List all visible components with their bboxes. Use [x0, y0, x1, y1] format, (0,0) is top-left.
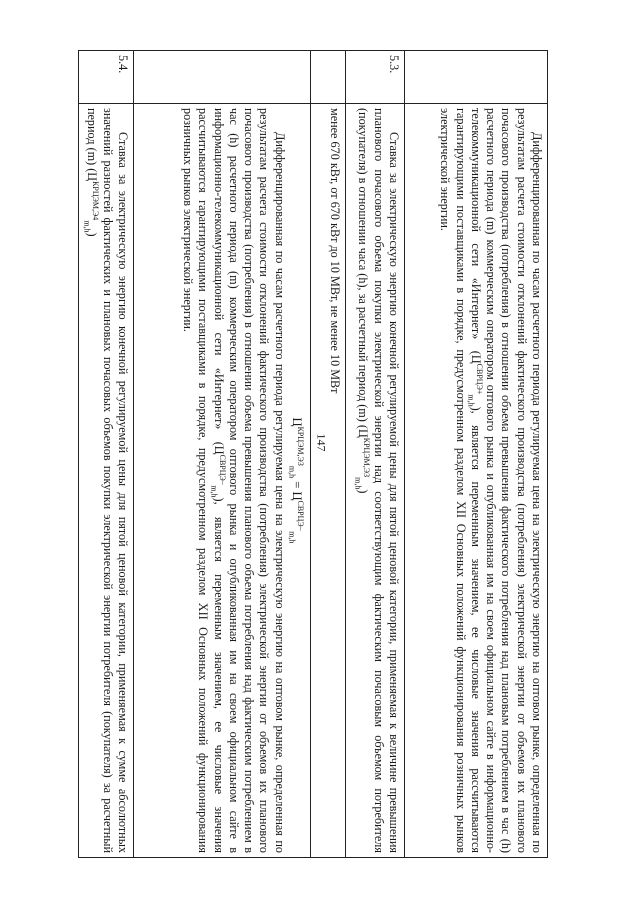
- row-description: [405, 104, 548, 858]
- price-formula: $Ц^{КРЦЭМ,ЭЗ}_{m,h} = Ц^{СВРЦЭ-}_{m,h}$: [287, 417, 306, 544]
- description-text: Ставка за электрическую энергию конечной регулируемой цены для пятой ценовой категории, применяемая к сумме абсолютных значений разностей фактических и плановых почасовых объемов покупки электрической энергии потребителя (покупателя) за расчетный период (m): [85, 108, 130, 853]
- table-row: [134, 51, 311, 858]
- price-symbol: $(Ц^{СВРЦЭ-}_{m,h})$: [209, 441, 227, 502]
- rotated-document: [78, 50, 548, 858]
- document-content: [78, 50, 548, 858]
- description-text: Дифференцированная по часам расчетного периода регулируемая цена на электрическую энергию на оптовом рынке, определенная по результатам расчета стоимости отклонений фактического производства (потребления) электрической энергии от объемов их планового почасового производства (потребления) в отношении объема превышения фактического потребления над плановым потреблением в час (h) расчетного периода (m) коммерческим оператором оптового рынка и опубликованная им на своем официальном сайте в информационно-телекоммуникационной сети «Интернет»: [468, 108, 544, 853]
- table-row: [346, 51, 405, 858]
- description-text-after: , является переменным значением, ее числовые значения рассчитываются гарантирующими поставщиками в порядке, предусмотренном разделом XII Основных положений функционирования розничных рынков электрической энергии.: [180, 108, 226, 853]
- page-number: 147: [314, 433, 329, 452]
- description-text-after: , является переменным значением, ее числовые значения рассчитываются гарантирующими поставщиками в порядке, предусмотренном разделом XII Основных положений функционирования розничных рынков электрической энергии.: [438, 108, 483, 853]
- tariff-table: [78, 50, 548, 858]
- capacity-ranges: менее 670 кВт, от 670 кВт до 10 МВт, не менее 10 МВт: [311, 104, 346, 858]
- table-row: [405, 51, 548, 858]
- price-symbol: $(Ц^{СВРЦЭ+}_{m,h})$: [466, 350, 484, 411]
- row-number: [311, 51, 346, 104]
- description-text: Дифференцированная по часам расчетного периода регулируемая цена на электрическую энергию на оптовом рынке, определенная по результатам расчета стоимости отклонений фактического производства (потребления) электрической энергии от объемов их планового почасового производства (потребления) в отношении объема превышения планового объема потребления над фактическим потреблением в час (h) расчетного периода (m) коммерческим оператором оптового рынка и опубликованная им на своем официальном сайте в информационно-телекоммуникационной сети «Интернет»: [211, 108, 287, 853]
- row-description: [134, 104, 311, 858]
- row-number: 5.4.: [79, 51, 134, 104]
- price-symbol: $(Ц^{КРЦЭМ,Э4}_{m,h})$: [82, 168, 101, 237]
- row-number: [405, 51, 548, 104]
- row-description: [79, 104, 134, 858]
- table-row: [79, 51, 134, 858]
- table-row: [311, 51, 346, 858]
- row-number: 5.3.: [346, 51, 405, 104]
- description-text: Ставка за электрическую энергию конечной регулируемой цены для пятой ценовой категории, применяемая к величине превышения планового почасового объема покупки электрической энергии над соответствующим фактическим почасовым объемом потребителя (покупателя) в отношении часа (h), за расчетный период (m): [356, 108, 401, 853]
- row-description: [346, 104, 405, 858]
- row-number: [134, 51, 311, 104]
- price-symbol: $(Ц^{КРЦЭМ,ЭЗ}_{m,h})$: [353, 424, 372, 494]
